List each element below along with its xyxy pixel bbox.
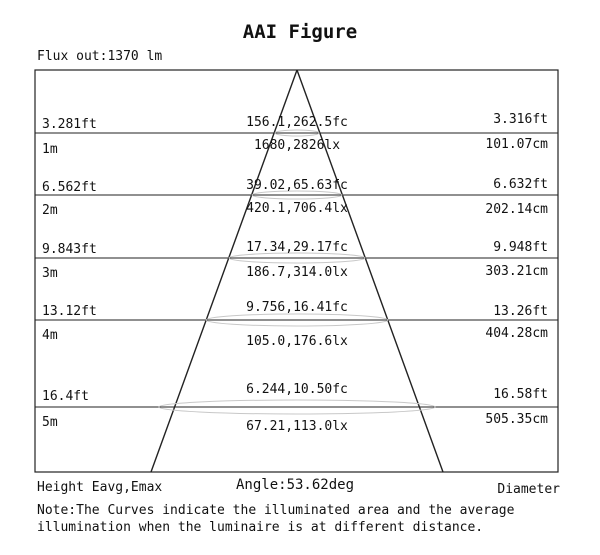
row-3-height-m: 3m	[42, 266, 58, 281]
row-3-illum-lx: 186.7,314.0lx	[246, 265, 348, 280]
row-5-illum-fc: 6.244,10.50fc	[246, 382, 348, 397]
row-3-height-ft: 9.843ft	[42, 242, 97, 257]
row-4-illum-fc: 9.756,16.41fc	[246, 300, 348, 315]
note-line-2: illumination when the luminaire is at different distance.	[37, 520, 484, 535]
row-2-height-ft: 6.562ft	[42, 180, 97, 195]
row-3-diameter-cm: 303.21cm	[485, 264, 548, 279]
row-2-diameter-ft: 6.632ft	[493, 177, 548, 192]
row-1-illum-fc: 156.1,262.5fc	[246, 115, 348, 130]
row-3-illum-fc: 17.34,29.17fc	[246, 240, 348, 255]
row-5-illum-lx: 67.21,113.0lx	[246, 419, 348, 434]
row-3-diameter-ft: 9.948ft	[493, 240, 548, 255]
row-5-diameter-cm: 505.35cm	[485, 412, 548, 427]
row-2-illum-fc: 39.02,65.63fc	[246, 178, 348, 193]
row-2-illum-lx: 420.1,706.4lx	[246, 201, 348, 216]
flux-label: Flux out:1370 lm	[37, 49, 163, 64]
row-5-height-m: 5m	[42, 415, 58, 430]
row-2-diameter-cm: 202.14cm	[485, 202, 548, 217]
row-1-height-ft: 3.281ft	[42, 117, 97, 132]
diameter-label: Diameter	[497, 482, 560, 497]
row-1-diameter-cm: 101.07cm	[485, 137, 548, 152]
figure-title: AAI Figure	[242, 21, 358, 43]
row-4-height-m: 4m	[42, 328, 58, 343]
beam-angle-label: Angle:53.62deg	[236, 477, 355, 493]
note-line-1: Note:The Curves indicate the illuminated area and the average	[37, 503, 515, 518]
row-4-height-ft: 13.12ft	[42, 304, 97, 319]
row-4-diameter-ft: 13.26ft	[493, 304, 548, 319]
row-5-height-ft: 16.4ft	[42, 389, 89, 404]
height-eavg-emax-label: Height Eavg,Emax	[37, 480, 163, 495]
row-5-diameter-ft: 16.58ft	[493, 387, 548, 402]
row-4-illum-lx: 105.0,176.6lx	[246, 334, 348, 349]
row-1-diameter-ft: 3.316ft	[493, 112, 548, 127]
row-4-diameter-cm: 404.28cm	[485, 326, 548, 341]
row-1-height-m: 1m	[42, 142, 58, 157]
row-2-height-m: 2m	[42, 203, 58, 218]
row-1-illum-lx: 1680,2826lx	[253, 138, 341, 153]
